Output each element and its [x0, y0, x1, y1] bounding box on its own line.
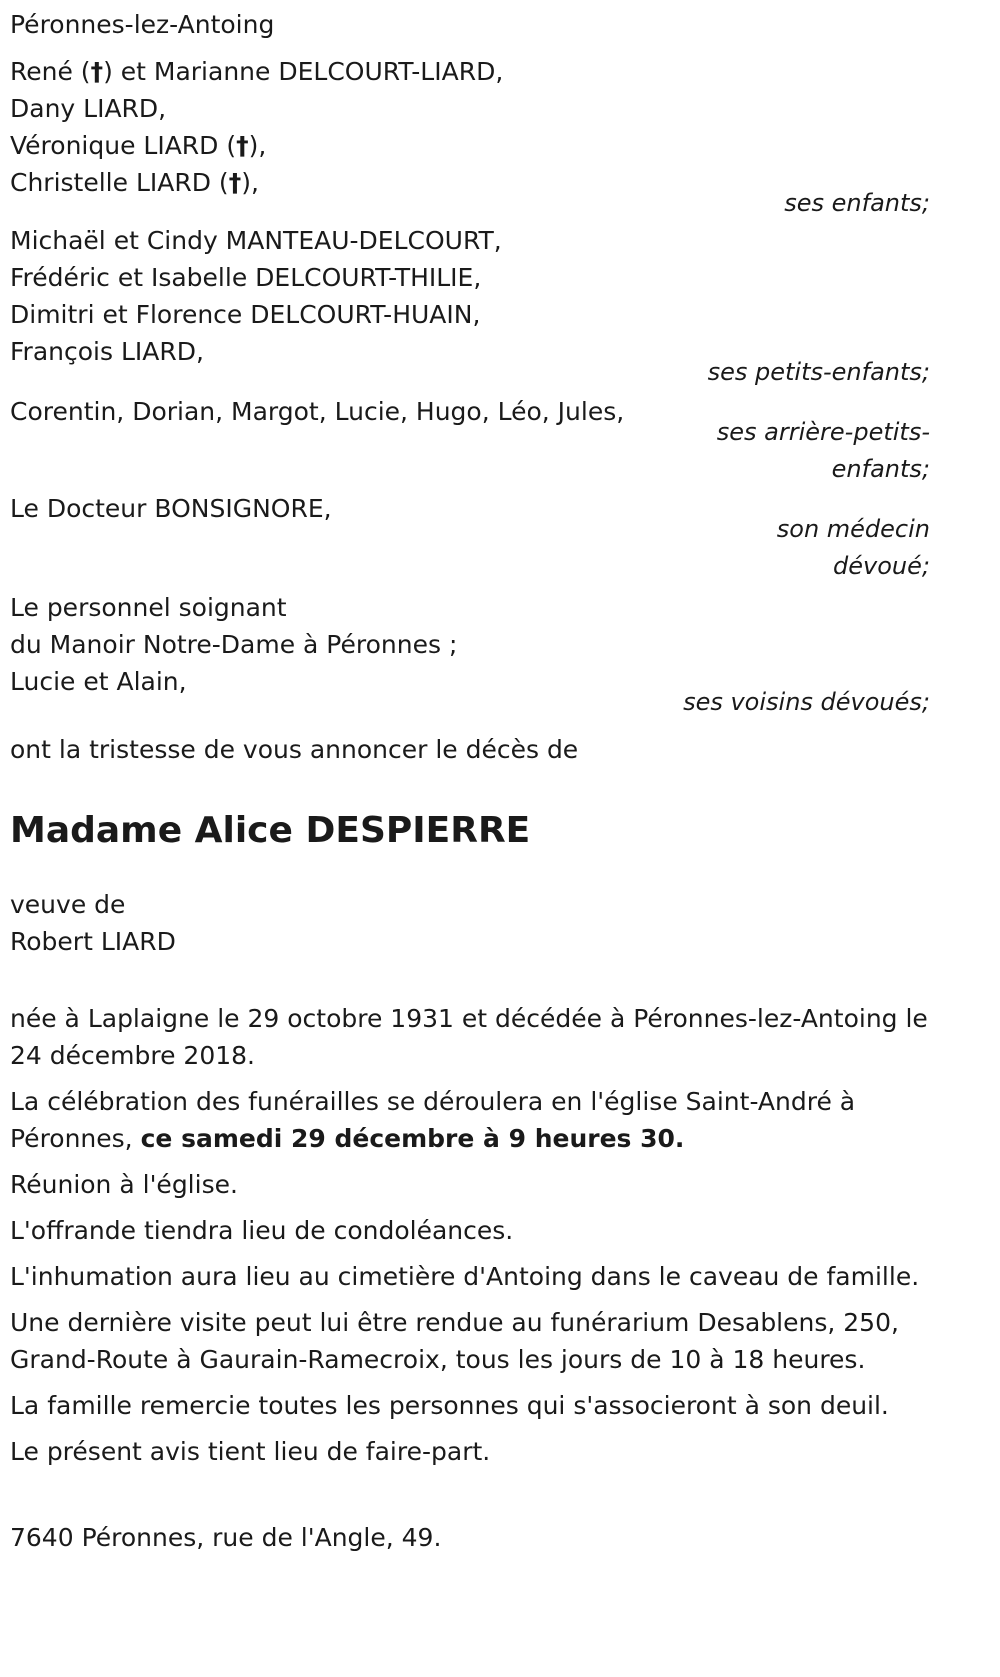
deceased-name: Madame Alice DESPIERRE — [10, 810, 531, 851]
child-line: Christelle LIARD (†), — [10, 168, 259, 197]
paragraph: Le présent avis tient lieu de faire-part. — [10, 1437, 491, 1466]
role-great-grandchildren-1: ses arrière-petits- — [716, 418, 930, 446]
grandchild-line: Frédéric et Isabelle DELCOURT-THILIE, — [10, 263, 482, 292]
neighbor-line: Lucie et Alain, — [10, 667, 187, 696]
cross-icon: † — [228, 168, 242, 197]
announcement: ont la tristesse de vous annoncer le décès de — [10, 735, 579, 764]
place-name: Péronnes-lez-Antoing — [10, 10, 275, 39]
child-line: Véronique LIARD (†), — [10, 131, 267, 160]
neighbor-line: du Manoir Notre-Dame à Péronnes ; — [10, 630, 458, 659]
ceremony-text: La célébration des funérailles se déroulera en l'église Saint-André à Péronnes, ce samedi 29 décembre à 9 heures 30. — [10, 1087, 856, 1153]
birth-death-text: née à Laplaigne le 29 octobre 1931 et décédée à Péronnes-lez-Antoing le 24 décembre 2018. — [10, 1004, 928, 1070]
role-grandchildren: ses petits-enfants; — [707, 358, 930, 386]
children-block — [10, 53, 930, 222]
paragraph: L'offrande tiendra lieu de condoléances. — [10, 1216, 514, 1245]
child-line: René (†) et Marianne DELCOURT-LIARD, — [10, 57, 504, 86]
cross-icon: † — [236, 131, 249, 160]
doctor-line: Le Docteur BONSIGNORE, — [10, 494, 332, 523]
role-doctor-1: son médecin — [776, 515, 930, 543]
ceremony-datetime: ce samedi 29 décembre à 9 heures 30. — [140, 1124, 685, 1153]
widow-of-block — [10, 886, 930, 960]
great-grandchildren-block — [10, 393, 930, 488]
paragraph: Une dernière visite peut lui être rendue au funérarium Desablens, 250, Grand-Route à Gaurain-Ramecroix, tous les jours de 10 à 18 heures. — [10, 1308, 899, 1374]
paragraph: La famille remercie toutes les personnes qui s'associeront à son deuil. — [10, 1391, 889, 1420]
grandchild-line: François LIARD, — [10, 337, 204, 366]
role-neighbors: ses voisins dévoués; — [683, 688, 930, 716]
cross-icon: † — [90, 57, 104, 86]
spouse-name: Robert LIARD — [10, 927, 176, 956]
neighbor-line: Le personnel soignant — [10, 593, 287, 622]
child-line: Dany LIARD, — [10, 94, 167, 123]
neighbors-block — [10, 589, 930, 721]
grandchildren-block — [10, 222, 930, 391]
address: 7640 Péronnes, rue de l'Angle, 49. — [10, 1523, 442, 1552]
doctor-block — [10, 490, 930, 585]
role-doctor-2: dévoué; — [833, 552, 930, 580]
grandchild-line: Michaël et Cindy MANTEAU-DELCOURT, — [10, 226, 502, 255]
grandchild-line: Dimitri et Florence DELCOURT-HUAIN, — [10, 300, 481, 329]
role-children: ses enfants; — [784, 189, 930, 217]
role-great-grandchildren-2: enfants; — [831, 455, 930, 483]
great-grandchildren-line: Corentin, Dorian, Margot, Lucie, Hugo, Léo, Jules, — [10, 397, 625, 426]
paragraph: L'inhumation aura lieu au cimetière d'Antoing dans le caveau de famille. — [10, 1262, 920, 1291]
widow-of-label: veuve de — [10, 890, 126, 919]
paragraph: Réunion à l'église. — [10, 1170, 238, 1199]
